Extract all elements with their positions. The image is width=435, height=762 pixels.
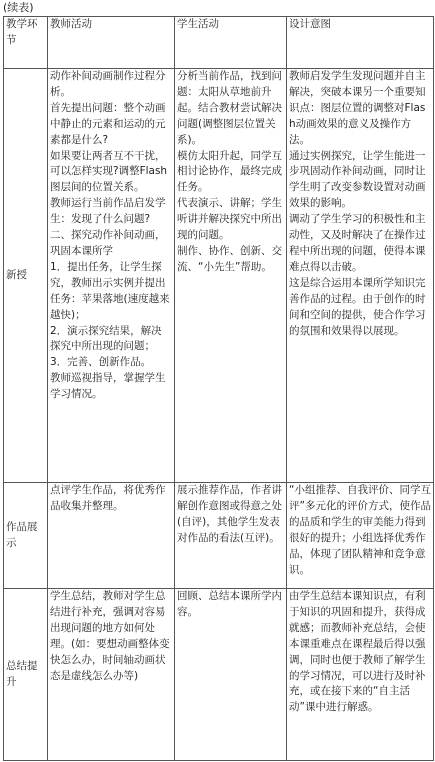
student-paragraph: 模仿太阳升起，同学互相讨论协作，最终完成任务。 <box>177 149 282 194</box>
stage-cell: 新授 <box>4 69 48 483</box>
student-paragraph: 回顾、总结本课所学内容。 <box>177 590 282 618</box>
table-continued-caption: (续表) <box>3 1 34 14</box>
teacher-activity-cell <box>48 483 175 589</box>
teacher-paragraph: 1．提出任务，让学生探究，教师出示实例并提出任务：苹果落地(速度越来越快)； <box>50 260 170 321</box>
teacher-paragraph: 学生总结，教师对学生总结进行补充，强调对容易出现问题的地方如何处理。(如：要想动画整体变快怎么办，时间轴动画状态是虚线怎么办等) <box>50 590 170 682</box>
design-paragraph: 这是综合运用本课所学知识完善作品的过程。由于创作的时间和空间的提供，使合作学习的氛围和效果得以展现。 <box>289 276 426 337</box>
teacher-paragraph: 如果要让两者互不干扰，可以怎样实现?调整Flash图层间的位置关系。 <box>50 149 168 194</box>
design-paragraph: 教师启发学生发现问题并自主解决，突破本课另一个重要知识点：图层位置的调整对Flash动画效果的意义及操作方法。 <box>289 70 426 146</box>
design-intent-cell <box>287 69 434 483</box>
design-paragraph: 调动了学生学习的积极性和主动性，又及时解决了在操作过程中所出现的问题，使得本课难点得以击破。 <box>289 213 426 273</box>
teacher-paragraph: 首先提出问题：整个动画中静止的元素和运动的元素都是什么? <box>50 101 166 146</box>
design-paragraph: 由学生总结本课知识点，有利于知识的巩固和提升，获得成就感；而教师补充总结，会使本课重难点在课程最后得以强调，同时也便于教师了解学生的学习情况，可以进行及时补充，或在接下来的“自主活动”课中进行解惑。 <box>289 590 426 714</box>
stage-cell: 作品展示 <box>4 483 48 589</box>
teacher-paragraph: 教师运行当前作品启发学生：发现了什么问题? <box>50 197 166 226</box>
teacher-paragraph: 2．演示探究结果，解决探究中所出现的问题； <box>50 324 162 353</box>
lesson-plan-table <box>3 16 434 761</box>
stage-cell: 总结提升 <box>4 589 48 761</box>
teacher-paragraph: 二、探究动作补间动画，巩固本课所学 <box>50 229 166 257</box>
student-activity-cell <box>175 589 287 761</box>
student-paragraph: 代表演示、讲解；学生听讲并解决探究中所出现的问题。 <box>177 197 282 242</box>
teacher-activity-cell <box>48 589 175 761</box>
student-paragraph: 分析当前作品，找到问题：太阳从草地前升起。结合教材尝试解决问题(调整图层位置关系)。 <box>177 70 282 146</box>
design-paragraph: “小组推荐、自我评价、同学互评”多元化的评价方式，使作品的品质和学生的审美能力得到很好的提升；小组选择优秀作品，体现了团队精神和竞争意识。 <box>289 484 431 576</box>
design-intent-cell <box>287 483 434 589</box>
student-activity-cell <box>175 483 287 589</box>
header-stage: 教学环节 <box>4 17 48 69</box>
student-paragraph: 展示推荐作品，作者讲解创作意图或得意之处(自评)，其他学生发表对作品的看法(互评)。 <box>177 484 282 544</box>
design-paragraph: 通过实例探究，让学生能进一步巩固动作补间动画，同时让学生明了改变参数设置对动画效果的影响。 <box>289 149 426 210</box>
student-activity-cell <box>175 69 287 483</box>
teacher-activity-cell <box>48 69 175 483</box>
table-row-new-lesson <box>4 69 434 483</box>
table-row-summary <box>4 589 434 761</box>
teacher-paragraph: 点评学生作品，将优秀作品收集并整理。 <box>50 484 166 512</box>
table-row-work-showcase <box>4 483 434 589</box>
teacher-paragraph: 教师巡视指导，掌握学生学习情况。 <box>50 372 166 401</box>
teacher-paragraph: 动作补间动画制作过程分析。 <box>50 70 166 98</box>
header-teacher-activity: 教师活动 <box>48 17 175 69</box>
table-header-row <box>4 17 434 69</box>
student-paragraph: 制作、协作、创新、交流、“小先生”帮助。 <box>177 244 282 273</box>
header-design-intent: 设计意图 <box>287 17 434 69</box>
design-intent-cell <box>287 589 434 761</box>
header-student-activity: 学生活动 <box>175 17 287 69</box>
teacher-paragraph: 3．完善、创新作品。 <box>50 356 152 369</box>
